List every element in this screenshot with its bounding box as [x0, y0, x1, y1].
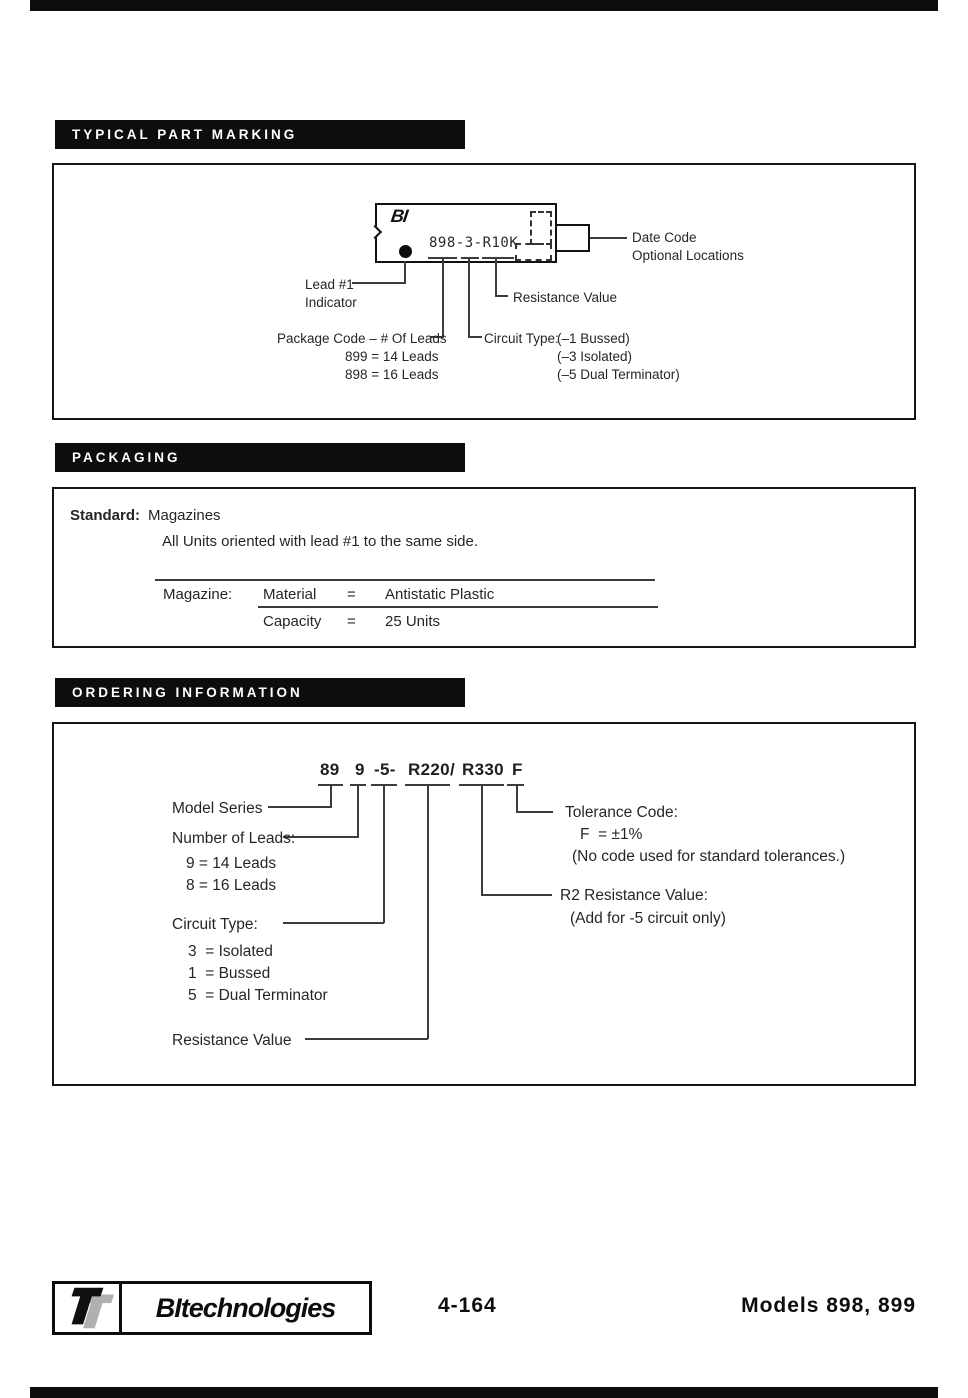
- tolerance-code-label: Tolerance Code:: [565, 804, 678, 821]
- component-outline: [375, 203, 557, 263]
- code-circuit-type: -5-: [374, 760, 396, 779]
- circuit-dual-label: (–5 Dual Terminator): [557, 367, 680, 382]
- magazine-row0-value: Antistatic Plastic: [385, 586, 495, 603]
- leads-9-label: 9 = 14 Leads: [186, 855, 277, 872]
- part-marking-box: [52, 163, 916, 420]
- line-resistance-v: [495, 259, 497, 297]
- resistance-value-label: Resistance Value: [513, 290, 618, 305]
- line-r2-h: [481, 894, 552, 896]
- page-number: 4-164: [438, 1294, 497, 1317]
- line-resistance-h: [495, 295, 508, 297]
- standard-value: Magazines: [148, 507, 221, 524]
- chip-brand-logo: BI: [389, 206, 409, 226]
- tt-logo-icon: [59, 1285, 115, 1331]
- tick-circuit-type: [461, 257, 479, 259]
- section-header-ordering-information: ORDERING INFORMATION: [55, 678, 465, 707]
- magazine-row1-value: 25 Units: [385, 613, 441, 630]
- lead1-indicator-dot: [399, 245, 412, 258]
- circuit-bussed-label: (–1 Bussed): [557, 331, 630, 346]
- tick-resistance: [482, 257, 514, 259]
- date-code-location-upper: [530, 211, 552, 245]
- code-r1-value: R220: [408, 760, 450, 779]
- r2-resistance-label: R2 Resistance Value:: [560, 887, 708, 904]
- line-lead1-v: [404, 261, 406, 284]
- line-model-h: [268, 806, 332, 808]
- r2-note-label: (Add for -5 circuit only): [570, 910, 726, 927]
- tt-logo-cell: [55, 1284, 122, 1332]
- magazine-row1-eq: =: [347, 613, 356, 630]
- model-series-label: Model Series: [172, 800, 263, 817]
- line-tolerance-h: [516, 811, 553, 813]
- tolerance-note-label: (No code used for standard tolerances.): [572, 848, 846, 865]
- circuit-5-label: 5 = Dual Terminator: [188, 987, 328, 1004]
- line-leads-v: [357, 786, 359, 837]
- number-of-leads-label: Number of Leads:: [172, 830, 296, 847]
- date-code-location-lower: [515, 243, 552, 261]
- lead1-label-line2: Indicator: [305, 295, 357, 310]
- lead1-label-line1: Lead #1: [305, 277, 354, 292]
- line-date-code: [590, 237, 627, 239]
- brand-suffix: technologies: [180, 1292, 336, 1323]
- part-marking-text: 898-3-R10K: [429, 235, 519, 251]
- resistance-value-ord-label: Resistance Value: [172, 1032, 292, 1049]
- package-code-label: Package Code – # Of Leads: [277, 331, 447, 346]
- code-slash: /: [450, 760, 456, 779]
- magazine-row0-eq: =: [347, 586, 356, 603]
- circuit-1-label: 1 = Bussed: [188, 965, 271, 982]
- code-tolerance: F: [512, 760, 523, 779]
- top-page-rule: [30, 0, 938, 11]
- circuit-3-label: 3 = Isolated: [188, 943, 273, 960]
- circuit-isolated-label: (–3 Isolated): [557, 349, 633, 364]
- line-r2-v: [481, 786, 483, 896]
- bottom-page-rule: [30, 1387, 938, 1398]
- magazine-table-rule-top: [155, 579, 655, 581]
- line-circuit-h: [468, 336, 482, 338]
- magazine-table-rule-mid: [258, 606, 658, 608]
- line-circuit-v: [468, 259, 470, 338]
- date-code-tab: [555, 224, 590, 252]
- date-code-label-line2: Optional Locations: [632, 248, 744, 263]
- circuit-type-ord-label: Circuit Type:: [172, 916, 258, 933]
- line-tolerance-v: [516, 786, 518, 812]
- magazine-row1-name: Capacity: [263, 613, 322, 630]
- line-resistance-ord-h: [305, 1038, 428, 1040]
- line-circuit-ord-h: [283, 922, 384, 924]
- package-898-label: 898 = 16 Leads: [345, 367, 439, 382]
- tolerance-value-label: F = ±1%: [580, 826, 643, 843]
- standard-label: Standard:: [70, 507, 141, 524]
- package-899-label: 899 = 14 Leads: [345, 349, 439, 364]
- magazine-row0-name: Material: [263, 586, 317, 603]
- magazine-label: Magazine:: [163, 586, 233, 603]
- line-lead1-h: [352, 282, 406, 284]
- brand-bi: BI: [155, 1292, 181, 1323]
- line-model-v: [330, 786, 332, 807]
- bi-technologies-logotype: [122, 1293, 369, 1324]
- orientation-note: All Units oriented with lead #1 to the same side.: [162, 533, 479, 550]
- section-header-packaging: PACKAGING: [55, 443, 465, 472]
- footer-logo-box: [52, 1281, 372, 1335]
- section-header-typical-part-marking: TYPICAL PART MARKING: [55, 120, 465, 149]
- line-circuit-ord-v: [383, 786, 385, 923]
- footer-models: Models 898, 899: [741, 1294, 916, 1317]
- code-number-of-leads: 9: [355, 760, 365, 779]
- line-resistance-ord-v: [427, 786, 429, 1039]
- date-code-label-line1: Date Code: [632, 230, 697, 245]
- circuit-type-label: Circuit Type:: [484, 331, 559, 346]
- leads-8-label: 8 = 16 Leads: [186, 877, 277, 894]
- code-model-series: 89: [320, 760, 340, 779]
- code-r2-value: R330: [462, 760, 504, 779]
- line-package-v: [442, 259, 444, 338]
